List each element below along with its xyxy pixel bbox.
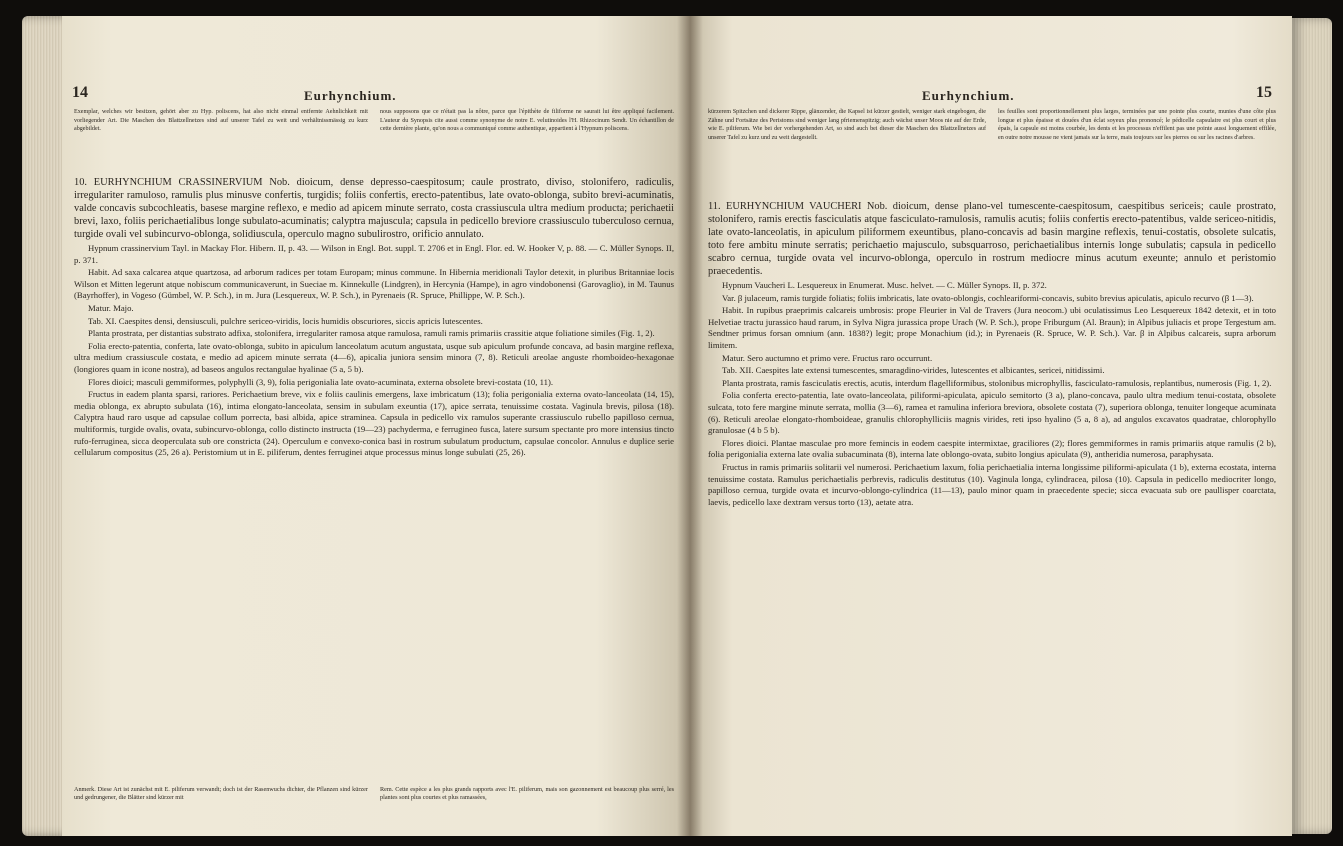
species-title: 10. EURHYNCHIUM CRASSINERVIUM Nob. dioicum, dense depresso-caespitosum; caule prostrato, diviso, stolonifero, radiculis, irregulariter ramuloso, ramulis plus minusve confertis, turgidis; foliis confertis, erecto-patentibus, late ovato-oblonga, subito brevi-acuminatis, valde concavis subcochleatis, basese margine reflexo, e medio ad apicem minute serrato, costa crassiuscula ultra medium producta; perichaetii brevi, laxo, foliis perichaetialibus longe subulato-acuminatis; calyptra majuscula; capsula in pedicello breviore crassiusculo tuberculoso cernua, turgide ovali vel subincurvo-oblonga, solidiuscula, operculo magno subulirostro, orificio annulato. (74, 177, 674, 240)
species-text-block (708, 200, 1276, 509)
synonymy: Hypnum Vaucheri L. Lesquereux in Enumerat. Musc. helvet. — C. Müller Synops. II, p. 372. (722, 280, 1047, 290)
note-german: Anmerk. Diese Art ist zunächst mit E. piliferum verwandt; doch ist der Rasenwuchs dichter, die Pflanzen sind kürzer und gedrungener, die Blätter sind kürzer mit (74, 786, 368, 802)
top-columns (74, 108, 674, 134)
flores: Flores dioici; masculi gemmiformes, polyphylli (3, 9), folia perigonialia late ovato-acuminata, externa obsolete brevi-costata (10, 11). (88, 376, 554, 387)
top-columns (708, 108, 1276, 142)
left-page (62, 16, 690, 836)
planta: Planta prostrata, ramis fasciculatis erectis, acutis, interdum flagelliformibus, stolonibus microphyllis, fasciculato-ramulosis, replantibus, numerosis (Fig. 1, 2). (722, 377, 1272, 388)
page-number: 15 (1256, 84, 1272, 101)
species-title: 11. EURHYNCHIUM VAUCHERI Nob. dioicum, dense plano-vel tumescente-caespitosum, caespitibus sericeis; caule prostrato, stolonifero, ramis erectis fasciculatis atque fasciculato-ramulosis, ramulis acutis; foliis confertis erecto-patentibus, valde sericeo-nitidis, late ovato-lanceolatis, in apiculum piliformem exeuntibus, plano-concavis ad basin margine reflexis, tenui-costatis, obsolete sulcatis, toto fere ambitu minute serratis; perichaetio majusculo, subsquarroso, perichaetialibus internis longe subulatis; capsula in pedicello scabro cernua, turgide ovata vel incurvo-oblonga, operculo in rostrum mediocre minus acutum exeunte; annulo et peristomio praecedentis. (708, 201, 1276, 277)
plate-description: Tab. XII. Caespites late extensi tumescentes, smaragdino-virides, lutescentes et albicantes, sericei, nitidissimi. (722, 365, 1105, 376)
habitat: Habit. In rupibus praeprimis calcareis umbrosis: prope Fleurier in Val de Travers (Jura neocom.) ubi oculatissimus Leo Lesquereux 1842 detexit, et in toto Helvetiae tractu jurassico haud rarum, in Sylva Nigra jurassica prope Urach (W. P. Sch.), prope Friburgum (Al. Braun); in Alpibus juliacis et prope Tergestum am. Sendtner primus forsan omnium (ann. 1838?) legit; prope Monachium (id.); in Pyrenaeis (R. Spruce, W. P. Sch.). Var. β in Alpibus calcareis, supra arborum limitem. (708, 305, 1276, 350)
fructus: Fructus in eadem planta sparsi, rariores. Perichaetium breve, vix e foliis caulinis emergens, laxe imbricatum (13); folia perigonialia externa ovato-lanceolata (14, 15), media oblonga, ex abrupto subulata (16), intima elongato-lanceolata, sensim in subulam exeuntia (17), apice serrata, tenuissime costata. Vaginula brevis, pilosa (18). Calyptra haud raro usque ad capsulae collum porrecta, basi albida, apice straminea. Capsula in pedicello vix ramulos superante crassiusculo rubello papilloso cernua, multiformis, turgide ovalis, ovata, subincurvo-oblonga, collo distincto instructa (19—23) pachyderma, e ferrugineo fusca, latere sursum spectante pro more intensius tincto rufo-ferruginea, sicca deoperculata sub ore constricta (24). Operculum e convexo-conica basi in rostrum subulatum productum, capsulae concolor. Annulus e duplice serie cellularum compositus (25, 26 a). Peristomium ut in E. piliferum, dentes ferruginei atque processus minus longe subulati (25, 26). (74, 389, 674, 458)
maturity: Matur. Majo. (88, 302, 134, 313)
folia: Folia conferta erecto-patentia, late ovato-lanceolata, piliformi-apiculata, apiculo semitorto (3 a), plano-concava, paulo ultra medium tenui-costata, obsolete sulcata, toto fere margine minute serrata, mollia (3—6), ramea et ramulina inferiora breviora, obsolete costata (7), superiora oblonga, tenuiter longeque acuminata (6). Reticuli areolae elongato-rhomboideae, granulis chlorophylliciis magnis virides, reti ipso hyalino (5 a, 8 a), ad angulos excavatos quadratae, chlorophyllo granulosae (4 b 5 b). (708, 390, 1276, 436)
synonymy: Hypnum crassinervium Tayl. in Mackay Flor. Hibern. II, p. 43. — Wilson in Engl. Bot. suppl. T. 2706 et in Engl. Flor. ed. W. Hooker V, p. 88. — C. Müller Synops. II, p. 371. (74, 243, 674, 265)
top-text-german: kürzerem Spitzchen und dickerer Rippe, glänzender, die Kapsel ist kürzer gestielt, weniger stark eingebogen, die Zähne und Fortsätze des Peristoms sind weniger lang pfriemenspitzig; auch wächst unser Moos nie auf der Erde, wie E. piliferum. Wie bei der vorhergehenden Art, so sind auch bei dieser die Maschen des Blattzellnetzes auf unserer Tafel zu kurz und zu weit dargestellt. (708, 109, 986, 141)
top-text-french: nous supposons que ce n'était pas la nôtre, parce que l'épithète de filiforme ne saurait lui être appliqué facilement. L'auteur du Synopsis cite aussi comme synonyme de notre E. velutinoides l'H. Rhizocinum Sendt. Un échantillon de cette dernière plante, qu'on nous a communiqué comme authentique, appartient à l'Hypnum poliscens. (380, 109, 674, 133)
folia: Folia erecto-patentia, conferta, late ovato-oblonga, subito in apiculum lanceolatum acutum angustata, usque sub apiculum profunde concava, ad basin margine reflexa, ultra medium crassiuscule costata, e medio ad apicem minute serrata (4—6), apicalia juniora sensim minora (7, 8). Reticuli areolae anguste rhomboideo-hexagonae (longiores quam in icone nostra), ad baseos angulos rectangulae hyalinae (5 a, 5 b). (74, 340, 674, 374)
right-page (690, 16, 1292, 836)
page-edges-right (1292, 18, 1332, 834)
variety: Var. β julaceum, ramis turgide foliatis; foliis imbricatis, late ovato-oblongis, cochleariformi-concavis, subito brevius apiculatis, apiculo recurvo (β 1—3). (722, 292, 1254, 303)
maturity: Matur. Sero auctumno et primo vere. Fructus raro occurrunt. (722, 352, 933, 363)
running-header: Eurhynchium. (304, 88, 397, 103)
open-book (22, 8, 1332, 840)
habitat: Habit. Ad saxa calcarea atque quartzosa, ad arborum radices per totam Europam; minus commune. In Hibernia meridionali Taylor detexit, in pluribus Britanniae locis Wilson et Mitten legerunt atque nobiscum communicaverunt, in Sueciae m. Kinnekulle (Lindgren), in Hercynia (Hampe), in agro vindobonensi (Garovaglio), in M. Taunus (Bayrhoffer), in Vogeso (Gümbel, W. P. Sch.), in m. Jura (Lesquereux, W. P. Sch.), in Pyrenaeis (R. Spruce, Phillippe, W. P. Sch.). (74, 267, 674, 301)
footnotes (74, 786, 674, 803)
top-text-german: Exemplar, welches wir besitzen, gehört aber zu Hyp. poliscens, hat also nicht einmal entfernte Aehnlichkeit mit vorliegender Art. Die Maschen des Blattzellnetzes sind auf unserer Tafel zu weit und verhältnissmässig zu kurz abgebildet. (74, 109, 368, 133)
running-header: Eurhynchium. (922, 88, 1015, 103)
flores: Flores dioici. Plantae masculae pro more femincis in eodem caespite intermixtae, graciliores (2); flores gemmiformes in ramis primariis atque ramulis (2 b), folia perigonialia externa late ovalia subacuminata (8), interna late oblongo-ovata, subito longius apiculata (9), antheridia numerosa, paraphysata. (708, 437, 1276, 460)
planta: Planta prostrata, per distantias substrato adfixa, stolonifera, irregulariter ramosa atque ramulosa, ramuli ramis primariis crassitie atque foliatione similes (Fig. 1, 2). (88, 328, 655, 339)
page-number: 14 (72, 84, 88, 101)
top-text-french: les feuilles sont proportionnellement plus larges, terminées par une pointe plus courte, munies d'une côte plus longue et plus épaisse et douées d'un éclat soyeux plus prononcé; le pédicelle capsulaire est plus court et plus épais, la capsule est moins courbée, les dents et les processus n'effilent pas une pointe aussi longuement effilée, en outre notre mousse ne vient jamais sur la terre, mais toujours sur les pierres ou sur les racines d'arbres. (998, 109, 1276, 141)
fructus: Fructus in ramis primariis solitarii vel numerosi. Perichaetium laxum, folia perichaetialia interna longissime piliformi-apiculata (1 b), externa ecostata, interna tenuissime costata. Ramulus perichaetialis perbrevis, radiculis destitutus (10). Vaginula longa, cylindracea, pilosa (10). Capsula in pedicello mediocriter longo, papilloso cernua, turgide ovata et incurvo-oblongo-cylindrica (11—13), paulo minor quam in praecedente specie; sicca evacuata sub ore paullisper coarctata, laevis, pedicello laxe dextram versus torto (13), aetate atra. (708, 461, 1276, 507)
note-french: Rem. Cette espèce a les plus grands rapports avec l'E. piliferum, mais son gazonnement est beaucoup plus serré, les plantes sont plus courtes et plus ramassées, (380, 786, 674, 802)
plate-description: Tab. XI. Caespites densi, densiusculi, pulchre sericeo-viridis, locis humidis obscuriores, siccis apricis lutescentes. (88, 315, 483, 326)
book-gutter (677, 16, 703, 836)
species-text-block (74, 176, 674, 460)
